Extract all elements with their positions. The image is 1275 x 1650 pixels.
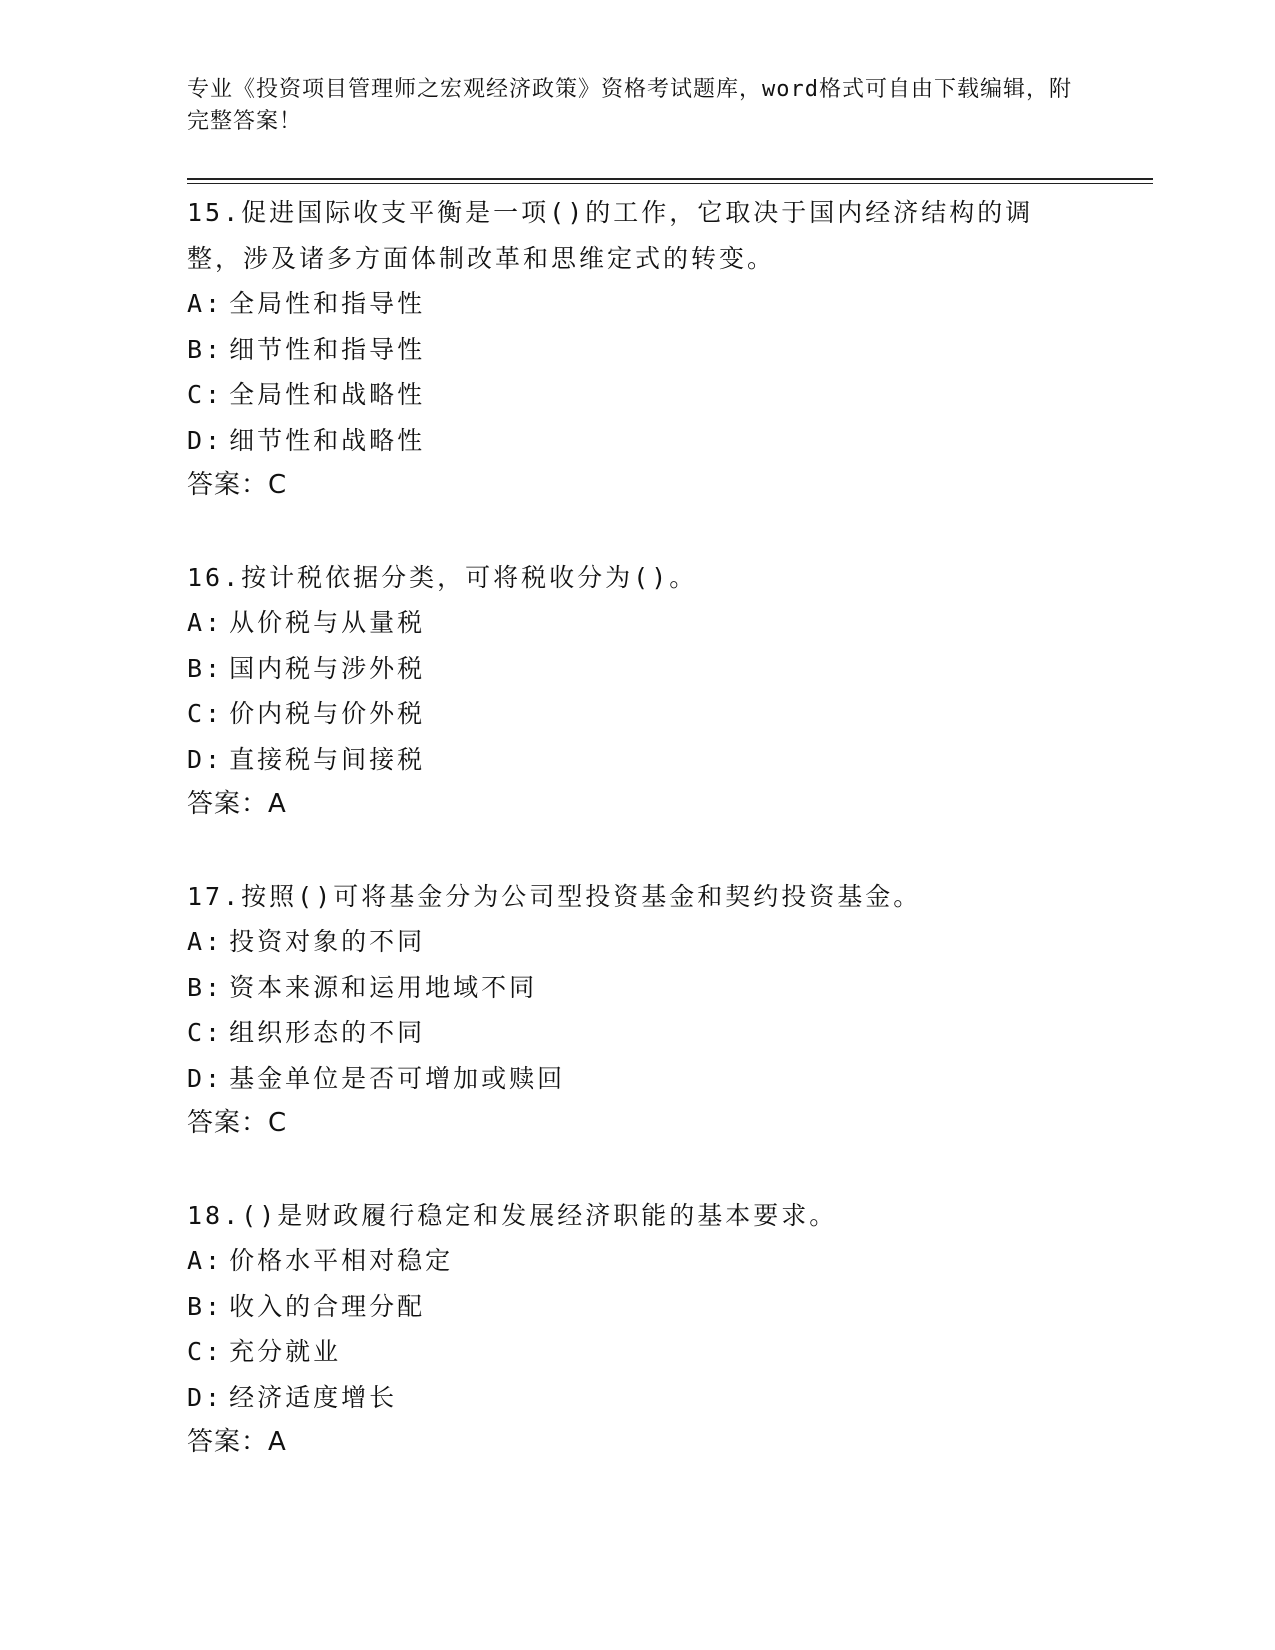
option-d — [187, 1056, 1087, 1102]
option-text: 充分就业 — [229, 1337, 342, 1366]
question-stem: 18.()是财政履行稳定和发展经济职能的基本要求。 — [187, 1200, 838, 1230]
option-text: 全局性和指导性 — [229, 289, 426, 318]
option-letter: B: — [187, 1291, 224, 1321]
answer-label: 答案：A — [187, 789, 287, 819]
option-c — [187, 691, 1087, 737]
option-letter: B: — [187, 653, 224, 683]
option-d — [187, 737, 1087, 783]
option-a — [187, 919, 1087, 965]
option-text: 从价税与从量税 — [229, 608, 426, 637]
option-b — [187, 646, 1087, 692]
question-16 — [187, 555, 1087, 828]
option-c — [187, 372, 1087, 418]
option-b — [187, 327, 1087, 373]
question-stem: 17.按照()可将基金分为公司型投资基金和契约投资基金。 — [187, 881, 922, 911]
option-letter: D: — [187, 1063, 224, 1093]
answer-label: 答案：C — [187, 1108, 288, 1138]
option-text: 价格水平相对稳定 — [229, 1246, 454, 1275]
option-letter: A: — [187, 608, 224, 637]
option-b — [187, 1284, 1087, 1330]
option-letter: A: — [187, 927, 224, 956]
option-a — [187, 600, 1087, 646]
option-text: 细节性和战略性 — [229, 425, 426, 455]
option-letter: C: — [187, 1337, 224, 1366]
option-c — [187, 1010, 1087, 1056]
option-letter: D: — [187, 1382, 224, 1412]
option-text: 价内税与价外税 — [229, 699, 426, 728]
option-text: 国内税与涉外税 — [229, 653, 426, 683]
question-list — [187, 190, 1087, 1466]
option-letter: C: — [187, 699, 224, 728]
option-text: 收入的合理分配 — [229, 1291, 426, 1321]
option-letter: A: — [187, 289, 224, 318]
option-letter: B: — [187, 334, 224, 364]
option-d — [187, 418, 1087, 464]
option-text: 资本来源和运用地域不同 — [229, 972, 538, 1002]
option-d — [187, 1375, 1087, 1421]
question-stem: 16.按计税依据分类，可将税收分为()。 — [187, 562, 698, 592]
option-letter: B: — [187, 972, 224, 1002]
option-text: 直接税与间接税 — [229, 744, 426, 774]
option-c — [187, 1329, 1087, 1375]
question-15 — [187, 190, 1087, 509]
option-a — [187, 1238, 1087, 1284]
question-18 — [187, 1193, 1087, 1466]
option-text: 组织形态的不同 — [229, 1018, 426, 1047]
option-letter: D: — [187, 744, 224, 774]
header-divider-thin — [187, 183, 1153, 184]
option-text: 细节性和指导性 — [229, 334, 426, 364]
document-header: 专业《投资项目管理师之宏观经济政策》资格考试题库，word格式可自由下载编辑，附完整答案！ — [187, 77, 1072, 134]
option-b — [187, 965, 1087, 1011]
option-letter: A: — [187, 1246, 224, 1275]
option-letter: D: — [187, 425, 224, 455]
header-divider-thick — [187, 178, 1153, 180]
answer-label: 答案：A — [187, 1427, 287, 1457]
option-text: 基金单位是否可增加或赎回 — [229, 1063, 566, 1093]
option-text: 全局性和战略性 — [229, 380, 426, 409]
question-stem: 15.促进国际收支平衡是一项()的工作，它取决于国内经济结构的调整，涉及诸多方面体制改革和思维定式的转变。 — [187, 198, 1034, 273]
answer-label: 答案：C — [187, 470, 288, 500]
option-letter: C: — [187, 1018, 224, 1047]
option-text: 投资对象的不同 — [229, 927, 426, 956]
option-text: 经济适度增长 — [229, 1382, 398, 1412]
option-a — [187, 281, 1087, 327]
option-letter: C: — [187, 380, 224, 409]
question-17 — [187, 874, 1087, 1147]
